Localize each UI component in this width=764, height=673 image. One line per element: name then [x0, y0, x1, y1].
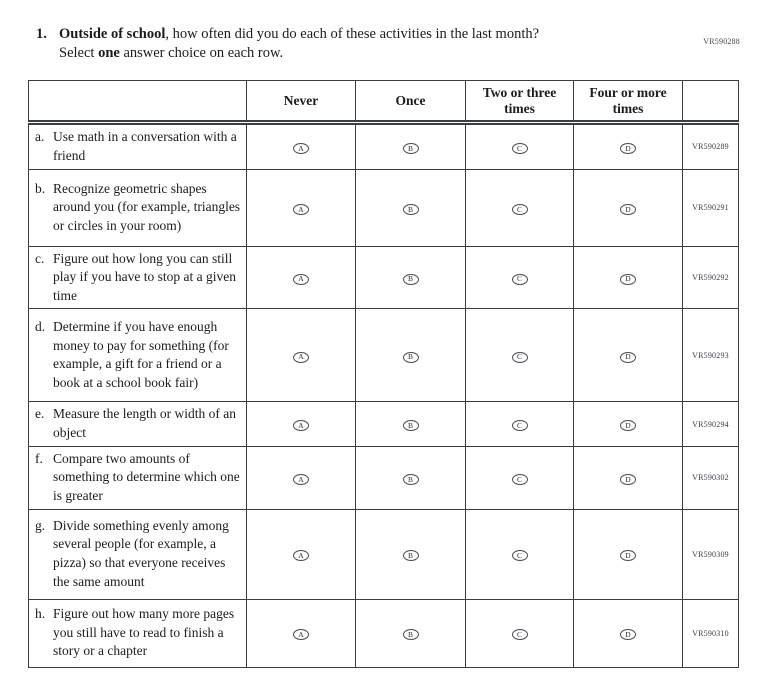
row-letter: a. [35, 129, 45, 145]
table-row-g [29, 509, 739, 599]
row-letter: f. [35, 450, 43, 466]
row-letter: e. [35, 406, 45, 422]
option-cell-once [356, 246, 466, 309]
answer-bubble-c[interactable]: C [512, 474, 528, 485]
row-code: VR590302 [683, 446, 739, 509]
activity-text: Use math in a conversation with a friend [53, 129, 237, 163]
header-four-or-more: Four or more times [574, 81, 683, 123]
answer-bubble-d[interactable]: D [620, 629, 636, 640]
answer-bubble-a[interactable]: A [293, 352, 309, 363]
row-code: VR590289 [683, 123, 739, 169]
option-cell-never [247, 446, 356, 509]
page-code-top-right: VR590288 [703, 37, 740, 46]
row-letter: d. [35, 319, 46, 335]
table-row-h [29, 599, 739, 667]
row-letter: h. [35, 606, 46, 622]
question-bold-lead: Outside of school [59, 26, 166, 42]
activity-text: Divide something evenly among several people (for example, a pizza) so that everyone receives the same amount [53, 517, 229, 589]
option-cell-four-or-more [574, 169, 683, 246]
answer-bubble-c[interactable]: C [512, 274, 528, 285]
row-letter: b. [35, 180, 46, 196]
activity-label-a [29, 123, 247, 169]
answer-bubble-b[interactable]: B [403, 274, 419, 285]
option-cell-four-or-more [574, 599, 683, 667]
answer-bubble-a[interactable]: A [293, 550, 309, 561]
answer-bubble-c[interactable]: C [512, 204, 528, 215]
row-code: VR590310 [683, 599, 739, 667]
activity-label-h [29, 599, 247, 667]
option-cell-once [356, 309, 466, 402]
activity-text: Figure out how many more pages you still have to read to finish a story or a chapter [53, 606, 235, 659]
option-cell-once [356, 446, 466, 509]
option-cell-four-or-more [574, 123, 683, 169]
answer-bubble-c[interactable]: C [512, 629, 528, 640]
table-row-f [29, 446, 739, 509]
header-code-blank [683, 81, 739, 123]
header-once: Once [356, 81, 466, 123]
answer-bubble-b[interactable]: B [403, 204, 419, 215]
table-row-a [29, 123, 739, 169]
answer-bubble-d[interactable]: D [620, 550, 636, 561]
option-cell-four-or-more [574, 509, 683, 599]
answer-bubble-b[interactable]: B [403, 420, 419, 431]
option-cell-two-or-three [466, 123, 574, 169]
answer-bubble-c[interactable]: C [512, 420, 528, 431]
activity-text: Measure the length or width of an object [53, 406, 236, 440]
option-cell-never [247, 169, 356, 246]
activity-text: Determine if you have enough money to pay for something (for example, a gift for a friend or a book at a school book fair) [53, 319, 229, 390]
option-cell-never [247, 246, 356, 309]
question-line2-bold: one [98, 45, 120, 62]
option-cell-four-or-more [574, 309, 683, 402]
option-cell-two-or-three [466, 402, 574, 446]
question-text [59, 25, 696, 63]
table-row-c [29, 246, 739, 309]
option-cell-four-or-more [574, 402, 683, 446]
question-line2-post: answer choice on each row. [119, 45, 284, 62]
option-cell-once [356, 402, 466, 446]
answer-bubble-a[interactable]: A [293, 629, 309, 640]
option-cell-never [247, 509, 356, 599]
header-two-or-three: Two or three times [466, 81, 574, 123]
row-code: VR590294 [683, 402, 739, 446]
question-line2-pre: Select [59, 45, 99, 62]
option-cell-once [356, 123, 466, 169]
answer-bubble-c[interactable]: C [512, 143, 528, 154]
option-cell-four-or-more [574, 246, 683, 309]
answer-bubble-d[interactable]: D [620, 420, 636, 431]
row-code: VR590291 [683, 169, 739, 246]
header-activity-blank [29, 81, 247, 123]
option-cell-two-or-three [466, 509, 574, 599]
answer-bubble-a[interactable]: A [293, 204, 309, 215]
option-cell-never [247, 123, 356, 169]
table-row-b [29, 169, 739, 246]
question-number: 1. [36, 26, 47, 42]
activity-text: Recognize geometric shapes around you (for example, triangles or circles in your room) [53, 180, 241, 233]
row-code: VR590309 [683, 509, 739, 599]
table-header-row [29, 81, 739, 123]
option-cell-two-or-three [466, 309, 574, 402]
activity-label-d [29, 309, 247, 402]
survey-table [28, 80, 739, 667]
option-cell-four-or-more [574, 446, 683, 509]
option-cell-never [247, 402, 356, 446]
answer-bubble-b[interactable]: B [403, 143, 419, 154]
table-row-d [29, 309, 739, 402]
question-block [36, 25, 696, 63]
option-cell-two-or-three [466, 246, 574, 309]
answer-bubble-d[interactable]: D [620, 474, 636, 485]
answer-bubble-a[interactable]: A [293, 143, 309, 154]
row-letter: c. [35, 250, 45, 266]
answer-bubble-a[interactable]: A [293, 274, 309, 285]
question-rest: , how often did you do each of these activities in the last month? [165, 26, 540, 42]
activity-label-b [29, 169, 247, 246]
answer-bubble-c[interactable]: C [512, 550, 528, 561]
option-cell-once [356, 599, 466, 667]
option-cell-never [247, 599, 356, 667]
activity-label-g [29, 509, 247, 599]
table-row-e [29, 402, 739, 446]
answer-bubble-a[interactable]: A [293, 474, 309, 485]
option-cell-two-or-three [466, 446, 574, 509]
answer-bubble-d[interactable]: D [620, 143, 636, 154]
header-never: Never [247, 81, 356, 123]
answer-bubble-b[interactable]: B [403, 629, 419, 640]
answer-bubble-b[interactable]: B [403, 352, 419, 363]
activity-label-c [29, 246, 247, 309]
answer-bubble-b[interactable]: B [403, 550, 419, 561]
answer-bubble-c[interactable]: C [512, 352, 528, 363]
row-code: VR590292 [683, 246, 739, 309]
activity-text: Figure out how long you can still play if you have to stop at a given time [53, 250, 236, 303]
activity-label-e [29, 402, 247, 446]
answer-bubble-d[interactable]: D [620, 352, 636, 363]
option-cell-once [356, 169, 466, 246]
answer-bubble-d[interactable]: D [620, 274, 636, 285]
row-code: VR590293 [683, 309, 739, 402]
option-cell-two-or-three [466, 169, 574, 246]
answer-bubble-d[interactable]: D [620, 204, 636, 215]
activity-text: Compare two amounts of something to determine which one is greater [53, 450, 240, 503]
row-letter: g. [35, 517, 46, 533]
option-cell-never [247, 309, 356, 402]
activity-label-f [29, 446, 247, 509]
answer-bubble-b[interactable]: B [403, 474, 419, 485]
answer-bubble-a[interactable]: A [293, 420, 309, 431]
option-cell-two-or-three [466, 599, 574, 667]
option-cell-once [356, 509, 466, 599]
